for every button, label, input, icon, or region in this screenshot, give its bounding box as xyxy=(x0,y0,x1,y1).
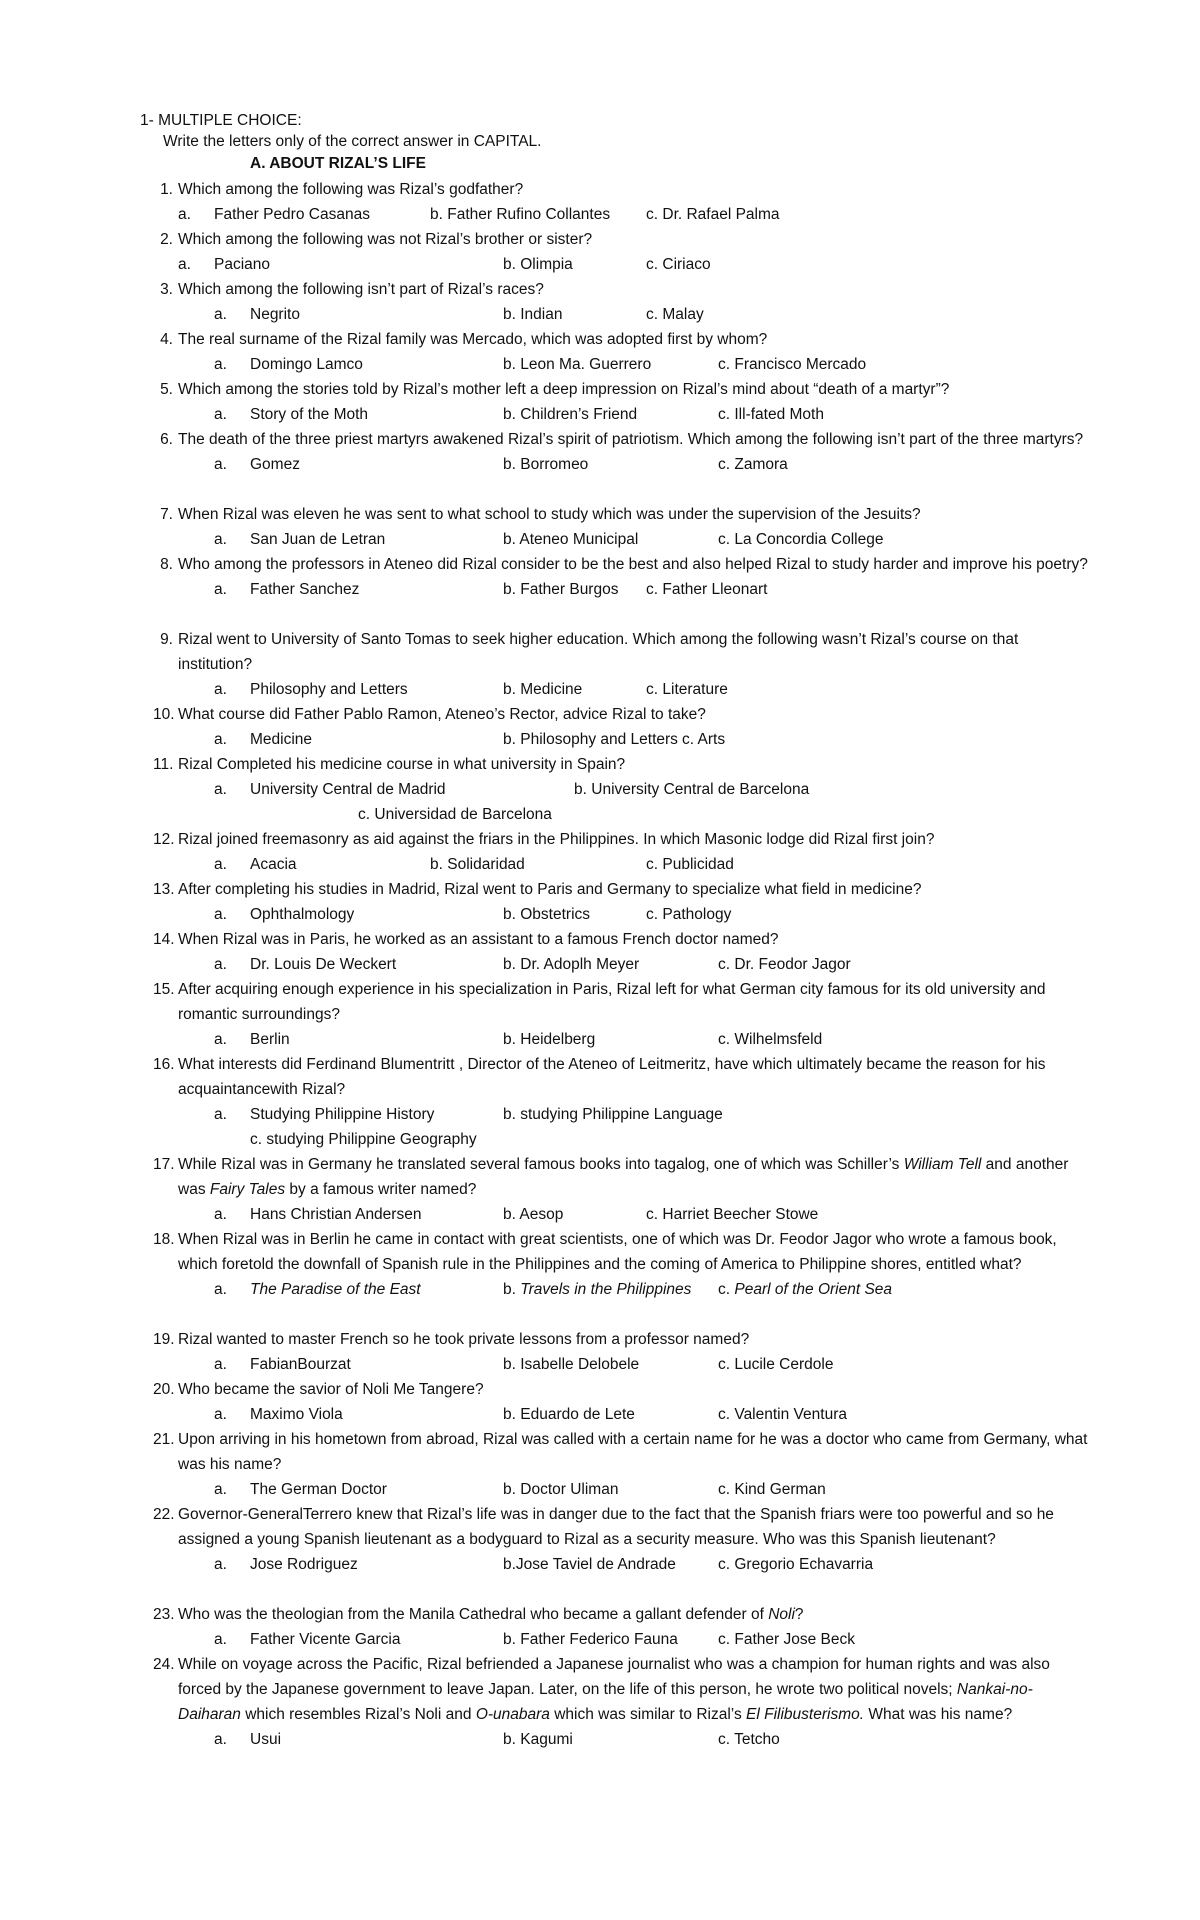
option-c: Ciriaco xyxy=(662,256,711,273)
option-b: b.Jose Taviel de Andrade xyxy=(503,1556,676,1573)
question-number: 19. xyxy=(153,1331,175,1348)
option-a: San Juan de Letran xyxy=(250,531,386,548)
option-c: Valentin Ventura xyxy=(734,1406,847,1423)
options-row xyxy=(214,402,1126,427)
option-a-letter: a. xyxy=(214,1731,227,1748)
question-text: After completing his studies in Madrid, Rizal went to Paris and Germany to specialize what field in medicine? xyxy=(178,881,922,898)
option-b: University Central de Barcelona xyxy=(591,781,810,798)
question-number: 15. xyxy=(153,981,175,998)
options-row xyxy=(214,952,1126,977)
option-a-letter: a. xyxy=(214,956,227,973)
question-text: When Rizal was in Berlin he came in contact with great scientists, one of which was Dr. Feodor Jagor who wrote a famous book, which foretold the downfall of Spanish rule in the Philippines and the coming of America to Philippine shores, entitled what? xyxy=(178,1231,1057,1273)
option-b-letter: b. xyxy=(503,731,516,748)
question-number: 8. xyxy=(160,556,173,573)
question-10 xyxy=(153,702,1090,752)
question-number: 21. xyxy=(153,1431,175,1448)
question-4 xyxy=(160,327,1090,377)
option-b-letter: b. xyxy=(503,1206,516,1223)
option-a-letter: a. xyxy=(214,1406,227,1423)
options-row xyxy=(214,1552,1126,1577)
question-14 xyxy=(153,927,1090,977)
option-a: Philosophy and Letters xyxy=(250,681,408,698)
question-number: 20. xyxy=(153,1381,175,1398)
question-text xyxy=(178,1652,1090,1727)
option-a-letter: a. xyxy=(214,1631,227,1648)
question-number: 17. xyxy=(153,1156,175,1173)
option-a: Dr. Louis De Weckert xyxy=(250,956,397,973)
option-b: Leon Ma. Guerrero xyxy=(520,356,652,373)
option-b-letter: b. xyxy=(503,1481,516,1498)
question-19 xyxy=(153,1327,1090,1377)
question-text: Rizal went to University of Santo Tomas to seek higher education. Which among the following wasn’t Rizal’s course on that institution? xyxy=(178,631,1019,673)
option-b-letter: b. xyxy=(503,1631,516,1648)
option-c-letter: c. xyxy=(718,356,731,373)
option-c: Harriet Beecher Stowe xyxy=(662,1206,819,1223)
option-b: Ateneo Municipal xyxy=(519,531,639,548)
novel-title-o-unabara: O-unabara xyxy=(475,1706,550,1723)
question-text: Who became the savior of Noli Me Tangere? xyxy=(178,1381,484,1398)
option-b: Isabelle Delobele xyxy=(520,1356,640,1373)
question-text xyxy=(178,1152,1090,1202)
options-row xyxy=(214,1202,1126,1227)
question-text: Rizal joined freemasonry as aid against the friars in the Philippines. In which Masonic lodge did Rizal first join? xyxy=(178,831,935,848)
option-c: Universidad de Barcelona xyxy=(374,806,552,823)
question-text: When Rizal was in Paris, he worked as an assistant to a famous French doctor named? xyxy=(178,931,779,948)
options-row xyxy=(214,302,1126,327)
instruction-text: Write the letters only of the correct answer in CAPITAL. xyxy=(163,133,542,150)
option-b: Olimpia xyxy=(520,256,573,273)
option-b: Eduardo de Lete xyxy=(520,1406,635,1423)
option-b: Obstetrics xyxy=(520,906,591,923)
option-c-letter: c. xyxy=(646,1206,659,1223)
question-text: Which among the stories told by Rizal’s mother left a deep impression on Rizal’s mind about “death of a martyr”? xyxy=(178,381,950,398)
question-2 xyxy=(160,227,1090,277)
option-a: Usui xyxy=(250,1731,282,1748)
option-c: La Concordia College xyxy=(734,531,884,548)
option-a: Paciano xyxy=(214,256,271,273)
options-row xyxy=(214,677,1126,702)
option-a-letter: a. xyxy=(214,1556,227,1573)
options-row xyxy=(214,727,1126,752)
option-b: Aesop xyxy=(519,1206,564,1223)
book-title-el-filibusterismo: El Filibusterismo. xyxy=(746,1706,865,1723)
question-text: When Rizal was eleven he was sent to what school to study which was under the supervision of the Jesuits? xyxy=(178,506,921,523)
question-text: Upon arriving in his hometown from abroad, Rizal was called with a certain name for he was a doctor who came from Germany, what was his name? xyxy=(178,1431,1088,1473)
option-c-letter: c. xyxy=(718,1631,731,1648)
question-7 xyxy=(160,502,1090,552)
question-text xyxy=(178,1602,1090,1627)
question-number: 14. xyxy=(153,931,175,948)
question-15 xyxy=(153,977,1090,1052)
question-3 xyxy=(160,277,1090,327)
question-12 xyxy=(153,827,1090,877)
option-a: Medicine xyxy=(250,731,313,748)
options-row xyxy=(214,777,1126,802)
question-21 xyxy=(153,1427,1090,1502)
question-text-part: While on voyage across the Pacific, Rizal befriended a Japanese journalist who was a champion for human rights and was also forced by the Japanese government to leave Japan. Later, on the life of this person, he wrote two political novels; xyxy=(178,1656,1050,1698)
option-c-letter: c. xyxy=(646,206,659,223)
option-a-letter: a. xyxy=(214,1031,227,1048)
options-row xyxy=(178,202,1090,227)
book-title-noli: Noli xyxy=(768,1606,795,1623)
option-b-letter: b. xyxy=(503,306,516,323)
book-title-william-tell: William Tell xyxy=(903,1156,982,1173)
option-b-letter: b. xyxy=(503,1031,516,1048)
options-row-2 xyxy=(358,802,1200,827)
options-row xyxy=(214,527,1126,552)
option-a: Jose Rodriguez xyxy=(250,1556,358,1573)
option-c-letter: c. xyxy=(646,906,659,923)
option-c-letter: c. xyxy=(718,456,731,473)
question-number: 16. xyxy=(153,1056,175,1073)
question-number: 24. xyxy=(153,1656,175,1673)
option-b-letter: b. xyxy=(503,1406,516,1423)
question-text: Who among the professors in Ateneo did Rizal consider to be the best and also helped Rizal to study harder and improve his poetry? xyxy=(178,556,1088,573)
option-a-letter: a. xyxy=(214,906,227,923)
option-a-letter: a. xyxy=(214,306,227,323)
option-a: Hans Christian Andersen xyxy=(250,1206,422,1223)
question-text-part: which was similar to Rizal’s xyxy=(549,1706,747,1723)
option-c: Ill-fated Moth xyxy=(734,406,824,423)
question-text: The real surname of the Rizal family was Mercado, which was adopted first by whom? xyxy=(178,331,768,348)
question-text-part: Who was the theologian from the Manila Cathedral who became a gallant defender of xyxy=(178,1606,769,1623)
question-13 xyxy=(153,877,1090,927)
option-c: Gregorio Echavarria xyxy=(734,1556,874,1573)
option-b: Indian xyxy=(520,306,563,323)
question-text-part: ? xyxy=(794,1606,804,1623)
option-b-letter: b. xyxy=(503,456,516,473)
option-b-letter: b. xyxy=(503,356,516,373)
option-a-letter: a. xyxy=(214,581,227,598)
option-c: studying Philippine Geography xyxy=(266,1131,477,1148)
option-b-letter: b. xyxy=(503,1106,516,1123)
options-row xyxy=(214,1627,1126,1652)
option-b: Heidelberg xyxy=(520,1031,596,1048)
question-9 xyxy=(160,627,1090,702)
option-c: Francisco Mercado xyxy=(734,356,867,373)
options-row xyxy=(214,452,1126,477)
option-b-letter: b. xyxy=(430,856,443,873)
options-row xyxy=(214,1027,1126,1052)
option-c: Pathology xyxy=(662,906,732,923)
question-text-part: While Rizal was in Germany he translated several famous books into tagalog, one of which was Schiller’s xyxy=(178,1156,904,1173)
section-title: 1- MULTIPLE CHOICE: xyxy=(140,112,302,129)
option-c: Arts xyxy=(697,731,726,748)
option-c-letter: c. xyxy=(646,256,659,273)
option-a-letter: a. xyxy=(214,531,227,548)
option-c: Malay xyxy=(662,306,704,323)
option-c-letter: c. xyxy=(250,1131,263,1148)
option-c-letter: c. xyxy=(718,1406,731,1423)
option-a: Acacia xyxy=(250,856,297,873)
question-text: Rizal wanted to master French so he took private lessons from a professor named? xyxy=(178,1331,750,1348)
option-b: Medicine xyxy=(520,681,583,698)
option-c: Lucile Cerdole xyxy=(734,1356,834,1373)
option-c-letter: c. xyxy=(718,956,731,973)
option-a: Father Sanchez xyxy=(250,581,360,598)
option-b-letter: b. xyxy=(503,256,516,273)
option-b-letter: b. xyxy=(503,581,516,598)
option-b: Solidaridad xyxy=(447,856,525,873)
options-row xyxy=(214,1352,1126,1377)
option-a-letter: a. xyxy=(214,1106,227,1123)
option-c-letter: c. xyxy=(718,1356,731,1373)
option-b: Father Rufino Collantes xyxy=(447,206,611,223)
option-b-letter: b. xyxy=(503,531,516,548)
option-b: Dr. Adoplh Meyer xyxy=(520,956,640,973)
option-b: Doctor Uliman xyxy=(520,1481,619,1498)
option-a: Domingo Lamco xyxy=(250,356,363,373)
question-number: 4. xyxy=(160,331,173,348)
option-a: Studying Philippine History xyxy=(250,1106,435,1123)
question-5 xyxy=(160,377,1090,427)
option-c-letter: c. xyxy=(646,856,659,873)
option-b: Children’s Friend xyxy=(520,406,638,423)
option-a: Gomez xyxy=(250,456,300,473)
option-c: Father Jose Beck xyxy=(734,1631,855,1648)
options-row xyxy=(214,1402,1126,1427)
options-row xyxy=(214,1477,1126,1502)
option-b: Father Burgos xyxy=(520,581,619,598)
option-c-letter: c. xyxy=(718,1281,731,1298)
option-b-letter: b. xyxy=(503,1731,516,1748)
option-b-letter: b. xyxy=(503,681,516,698)
option-a: Negrito xyxy=(250,306,300,323)
question-number: 6. xyxy=(160,431,173,448)
option-a-letter: a. xyxy=(214,1281,227,1298)
option-a: University Central de Madrid xyxy=(250,781,446,798)
option-c-letter: c. xyxy=(646,306,659,323)
option-c-letter: c. xyxy=(646,681,659,698)
options-row xyxy=(214,1277,1126,1302)
option-b-letter: b. xyxy=(503,406,516,423)
question-number: 9. xyxy=(160,631,173,648)
question-16 xyxy=(153,1052,1090,1152)
option-c-letter: c. xyxy=(718,1481,731,1498)
option-a: Story of the Moth xyxy=(250,406,369,423)
options-row-2 xyxy=(250,1127,1162,1152)
option-b-letter: b. xyxy=(503,1356,516,1373)
question-number: 3. xyxy=(160,281,173,298)
question-1 xyxy=(160,177,1090,227)
options-row xyxy=(214,852,1126,877)
question-24 xyxy=(153,1652,1090,1752)
book-title-fairy-tales: Fairy Tales xyxy=(209,1181,286,1198)
option-a-letter: a. xyxy=(214,856,227,873)
option-c: Zamora xyxy=(734,456,788,473)
question-text: The death of the three priest martyrs awakened Rizal’s spirit of patriotism. Which among the following isn’t part of the three martyrs? xyxy=(178,431,1084,448)
option-a: Father Pedro Casanas xyxy=(214,206,370,223)
question-18 xyxy=(153,1227,1090,1302)
options-row xyxy=(214,1727,1126,1752)
question-number: 7. xyxy=(160,506,173,523)
question-text: What course did Father Pablo Ramon, Ateneo’s Rector, advice Rizal to take? xyxy=(178,706,706,723)
question-number: 13. xyxy=(153,881,175,898)
options-row xyxy=(214,1102,1126,1127)
option-b: studying Philippine Language xyxy=(520,1106,723,1123)
question-number: 1. xyxy=(160,181,173,198)
question-text-part: by a famous writer named? xyxy=(285,1181,477,1198)
option-c: Dr. Feodor Jagor xyxy=(734,956,851,973)
option-b-letter: b. xyxy=(503,906,516,923)
question-text: Governor-GeneralTerrero knew that Rizal’s life was in danger due to the fact that the Spanish friars were too powerful and so he assigned a young Spanish lieutenant as a bodyguard to Rizal as a security measure. Who was this Spanish lieutenant? xyxy=(178,1506,1054,1548)
option-c-letter: c. xyxy=(718,406,731,423)
option-a: FabianBourzat xyxy=(250,1356,351,1373)
option-c-letter: c. xyxy=(358,806,371,823)
option-a-letter: a. xyxy=(214,456,227,473)
option-a: Ophthalmology xyxy=(250,906,355,923)
option-b: Borromeo xyxy=(520,456,589,473)
option-a-letter: a. xyxy=(214,781,227,798)
question-text: What interests did Ferdinand Blumentritt , Director of the Ateneo of Leitmeritz, have which ultimately became the reason for his acquaintancewith Rizal? xyxy=(178,1056,1046,1098)
option-b-letter: b. xyxy=(503,1281,516,1298)
option-a-letter: a. xyxy=(214,681,227,698)
question-text-part: and another was xyxy=(178,1156,1069,1198)
option-c: Literature xyxy=(662,681,728,698)
question-17 xyxy=(153,1152,1090,1227)
question-6 xyxy=(160,427,1090,477)
option-b: Travels in the Philippines xyxy=(520,1281,692,1298)
option-b-letter: b. xyxy=(503,956,516,973)
option-b: Father Federico Fauna xyxy=(520,1631,678,1648)
option-a-letter: a. xyxy=(214,356,227,373)
option-c-letter: c. xyxy=(646,581,659,598)
option-a-letter: a. xyxy=(178,256,191,273)
option-b-letter: b. xyxy=(430,206,443,223)
option-c-letter: c. xyxy=(718,531,731,548)
option-a-letter: a. xyxy=(214,1481,227,1498)
question-number: 11. xyxy=(153,756,174,773)
question-number: 18. xyxy=(153,1231,175,1248)
options-row xyxy=(178,252,1090,277)
option-c-letter: c. xyxy=(718,1731,731,1748)
option-a: Father Vicente Garcia xyxy=(250,1631,401,1648)
option-c: Tetcho xyxy=(734,1731,780,1748)
question-text: After acquiring enough experience in his specialization in Paris, Rizal left for what German city famous for its old university and romantic surroundings? xyxy=(178,981,1046,1023)
option-c-letter: c. xyxy=(682,731,695,748)
option-a: The German Doctor xyxy=(250,1481,387,1498)
option-a-letter: a. xyxy=(214,1356,227,1373)
option-a-letter: a. xyxy=(178,206,191,223)
option-a-letter: a. xyxy=(214,406,227,423)
question-20 xyxy=(153,1377,1090,1427)
option-b-letter: b. xyxy=(574,781,587,798)
question-text: Which among the following was not Rizal’s brother or sister? xyxy=(178,231,593,248)
part-heading: A. ABOUT RIZAL’S LIFE xyxy=(250,155,426,172)
question-11 xyxy=(153,752,1090,827)
option-a-letter: a. xyxy=(214,731,227,748)
question-text: Which among the following was Rizal’s godfather? xyxy=(178,181,524,198)
options-row xyxy=(214,352,1126,377)
question-number: 22. xyxy=(153,1506,175,1523)
option-a: The Paradise of the East xyxy=(250,1281,421,1298)
option-c: Wilhelmsfeld xyxy=(734,1031,823,1048)
question-text: Which among the following isn’t part of Rizal’s races? xyxy=(178,281,544,298)
option-a-letter: a. xyxy=(214,1206,227,1223)
option-a: Maximo Viola xyxy=(250,1406,343,1423)
option-c: Dr. Rafael Palma xyxy=(662,206,780,223)
question-23 xyxy=(153,1602,1090,1652)
option-c: Father Lleonart xyxy=(662,581,768,598)
question-8 xyxy=(160,552,1090,602)
question-number: 12. xyxy=(153,831,175,848)
question-text: Rizal Completed his medicine course in what university in Spain? xyxy=(178,756,626,773)
question-text-part: What was his name? xyxy=(864,1706,1013,1723)
option-c: Kind German xyxy=(734,1481,826,1498)
question-number: 10. xyxy=(153,706,175,723)
question-text-part: which resembles Rizal’s Noli and xyxy=(240,1706,476,1723)
option-c-letter: c. xyxy=(718,1556,731,1573)
question-number: 5. xyxy=(160,381,173,398)
option-b: Philosophy and Letters xyxy=(520,731,678,748)
option-a: Berlin xyxy=(250,1031,290,1048)
option-c: Pearl of the Orient Sea xyxy=(734,1281,893,1298)
question-number: 2. xyxy=(160,231,173,248)
option-c-letter: c. xyxy=(718,1031,731,1048)
option-c: Publicidad xyxy=(662,856,734,873)
novel-title-nankai: Nankai-no-Daiharan xyxy=(178,1681,1033,1723)
option-b: Kagumi xyxy=(520,1731,573,1748)
question-number: 23. xyxy=(153,1606,175,1623)
options-row xyxy=(214,577,1126,602)
question-22 xyxy=(153,1502,1090,1577)
options-row xyxy=(214,902,1126,927)
